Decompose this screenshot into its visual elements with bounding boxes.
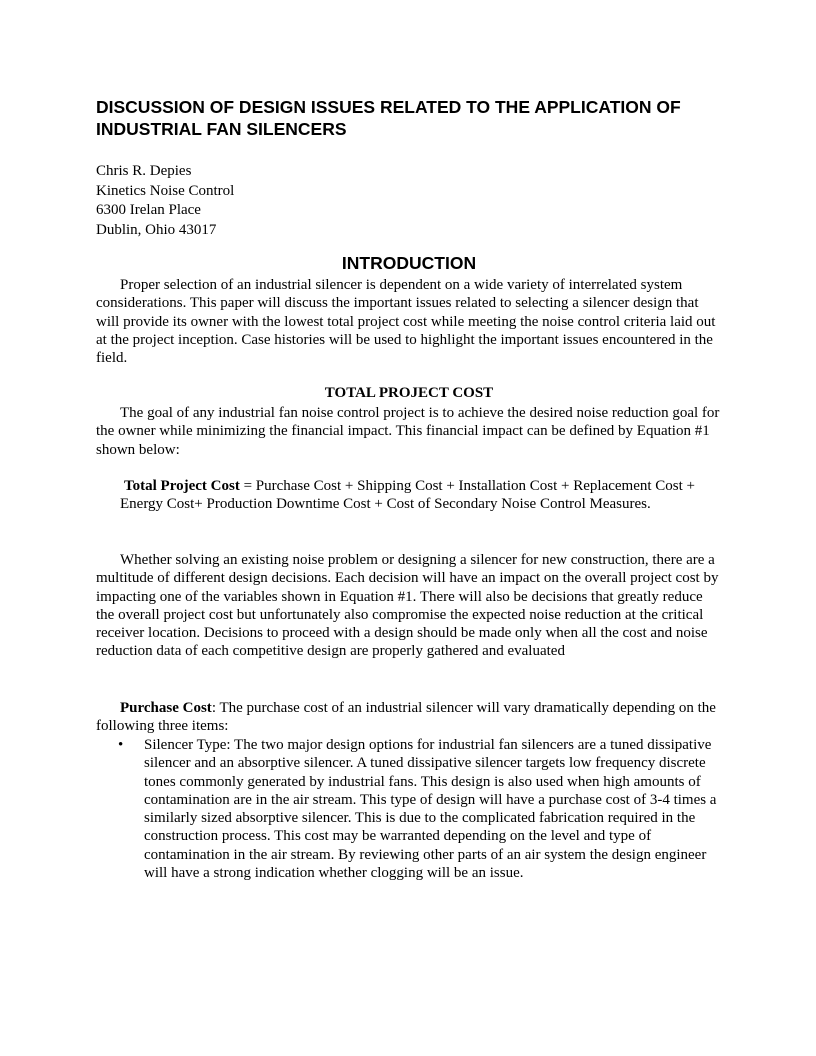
author-street: 6300 Irelan Place	[96, 202, 201, 218]
purchase-cost-paragraph	[96, 699, 722, 736]
total-project-cost-paragraph: The goal of any industrial fan noise control project is to achieve the desired noise reduction goal for the owner while minimizing the financial impact. This financial impact can be defined by Equation #1 shown below:	[96, 405, 720, 458]
introduction-heading: INTRODUCTION	[341, 253, 477, 273]
equation-body: = Purchase Cost + Shipping Cost + Installation Cost + Replacement Cost + Energy Cost+ Production Downtime Cost + Cost of Secondary Noise Control Measures.	[120, 478, 696, 513]
bullet-icon: •	[118, 737, 124, 753]
purchase-cost-label: Purchase Cost	[120, 700, 212, 716]
author-block	[96, 162, 234, 240]
total-project-cost-heading: TOTAL PROJECT COST	[324, 385, 494, 401]
paper-title: DISCUSSION OF DESIGN ISSUES RELATED TO THE APPLICATION OF INDUSTRIAL FAN SILENCERS	[96, 97, 681, 139]
list-item	[96, 736, 722, 882]
bullet-text: Silencer Type: The two major design options for industrial fan silencers are a tuned dissipative silencer and an absorptive silencer. A tuned dissipative silencer targets low frequency discrete tones commonly generated by industrial fans. This design is also used when high amounts of contamination are in the air stream. This type of design will have a purchase cost of 3-4 times a similarly sized absorptive silencer. This is due to the complicated fabrication required in the construction process. This cost may be warranted depending on the level and type of contamination in the air stream. By reviewing other parts of an air system the design engineer will have a strong indication whether clogging will be an issue.	[144, 737, 717, 882]
equation-1	[120, 477, 716, 514]
author-organization: Kinetics Noise Control	[96, 182, 235, 199]
equation-label: Total Project Cost	[124, 478, 240, 494]
purchase-cost-text: : The purchase cost of an industrial silencer will vary dramatically depending on the following three items:	[96, 700, 716, 735]
author-name: Chris R. Depies	[96, 163, 192, 179]
author-city: Dublin, Ohio 43017	[96, 221, 217, 238]
purchase-cost-bullet-list	[96, 736, 722, 882]
introduction-paragraph: Proper selection of an industrial silencer is dependent on a wide variety of interrelated system considerations. This paper will discuss the important issues related to selecting a silencer design that will provide its owner with the lowest total project cost while meeting the noise control criteria laid out at the project inception. Case histories will be used to highlight the important issues encountered in the field.	[96, 277, 716, 367]
design-decisions-paragraph: Whether solving an existing noise problem or designing a silencer for new construction, there are a multitude of different design decisions. Each decision will have an impact on the overall project cost by impacting one of the variables shown in Equation #1. There will also be decisions that greatly reduce the overall project cost but unfortunately also compromise the expected noise reduction at the critical receiver location. Decisions to proceed with a design should be made only when all the cost and noise reduction data of each competitive design are properly gathered and evaluated	[96, 552, 719, 660]
